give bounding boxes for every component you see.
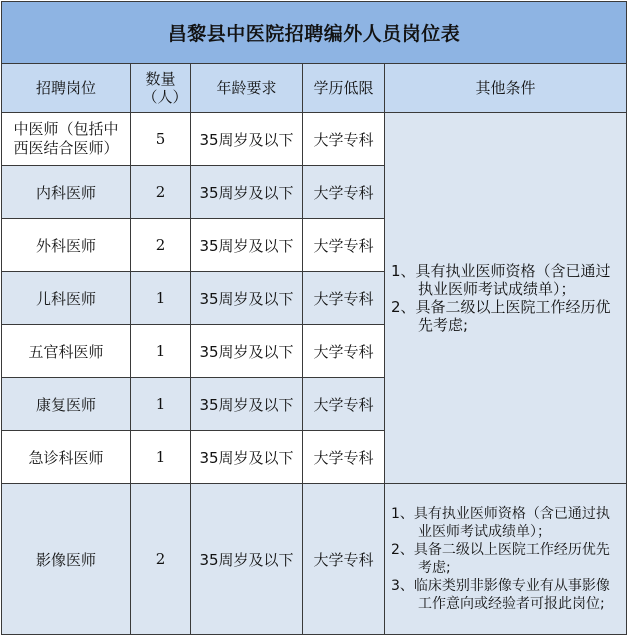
count-cell: 1 <box>131 272 191 325</box>
education-cell: 大学专科 <box>303 113 385 166</box>
count-cell: 2 <box>131 219 191 272</box>
age-cell: 35周岁及以下 <box>191 219 303 272</box>
count-cell: 1 <box>131 378 191 431</box>
position-cell: 外科医师 <box>2 219 131 272</box>
header-education: 学历低限 <box>303 64 385 113</box>
header-count-label: 数量（人） <box>142 70 188 106</box>
position-cell: 急诊科医师 <box>2 431 131 484</box>
position-cell: 儿科医师 <box>2 272 131 325</box>
imaging-conditions <box>385 484 627 635</box>
recruitment-table <box>1 1 627 635</box>
header-position: 招聘岗位 <box>2 64 131 113</box>
imaging-condition-1: 1、具有执业医师资格（含已通过执业医师考试成绩单）； <box>391 506 610 540</box>
header-age: 年龄要求 <box>191 64 303 113</box>
education-cell: 大学专科 <box>303 378 385 431</box>
table-row <box>2 484 627 635</box>
count-cell: 2 <box>131 166 191 219</box>
position-cell: 影像医师 <box>2 484 131 635</box>
age-cell: 35周岁及以下 <box>191 325 303 378</box>
age-cell: 35周岁及以下 <box>191 166 303 219</box>
header-count <box>131 64 191 113</box>
general-conditions <box>385 113 627 484</box>
position-cell: 康复医师 <box>2 378 131 431</box>
age-cell: 35周岁及以下 <box>191 431 303 484</box>
education-cell: 大学专科 <box>303 272 385 325</box>
age-cell: 35周岁及以下 <box>191 484 303 635</box>
position-cell: 内科医师 <box>2 166 131 219</box>
education-cell: 大学专科 <box>303 325 385 378</box>
table-row <box>2 113 627 166</box>
position-cell: 五官科医师 <box>2 325 131 378</box>
education-cell: 大学专科 <box>303 166 385 219</box>
condition-1: 1、具有执业医师资格（含已通过执业医师考试成绩单）； <box>391 262 611 298</box>
count-cell: 2 <box>131 484 191 635</box>
position-cell <box>2 113 131 166</box>
education-cell: 大学专科 <box>303 219 385 272</box>
age-cell: 35周岁及以下 <box>191 272 303 325</box>
count-cell: 1 <box>131 431 191 484</box>
count-cell: 1 <box>131 325 191 378</box>
imaging-condition-3: 3、临床类别非影像专业有从事影像工作意向或经验者可报此岗位; <box>391 578 610 612</box>
age-cell: 35周岁及以下 <box>191 378 303 431</box>
header-other: 其他条件 <box>385 64 627 113</box>
age-cell: 35周岁及以下 <box>191 113 303 166</box>
condition-2: 2、具备二级以上医院工作经历优先考虑; <box>391 298 611 334</box>
education-cell: 大学专科 <box>303 431 385 484</box>
count-cell: 5 <box>131 113 191 166</box>
table-title: 昌黎县中医院招聘编外人员岗位表 <box>2 2 627 64</box>
education-cell: 大学专科 <box>303 484 385 635</box>
imaging-condition-2: 2、具备二级以上医院工作经历优先考虑; <box>391 542 610 576</box>
position-label: 中医师（包括中西医结合医师） <box>13 120 119 157</box>
